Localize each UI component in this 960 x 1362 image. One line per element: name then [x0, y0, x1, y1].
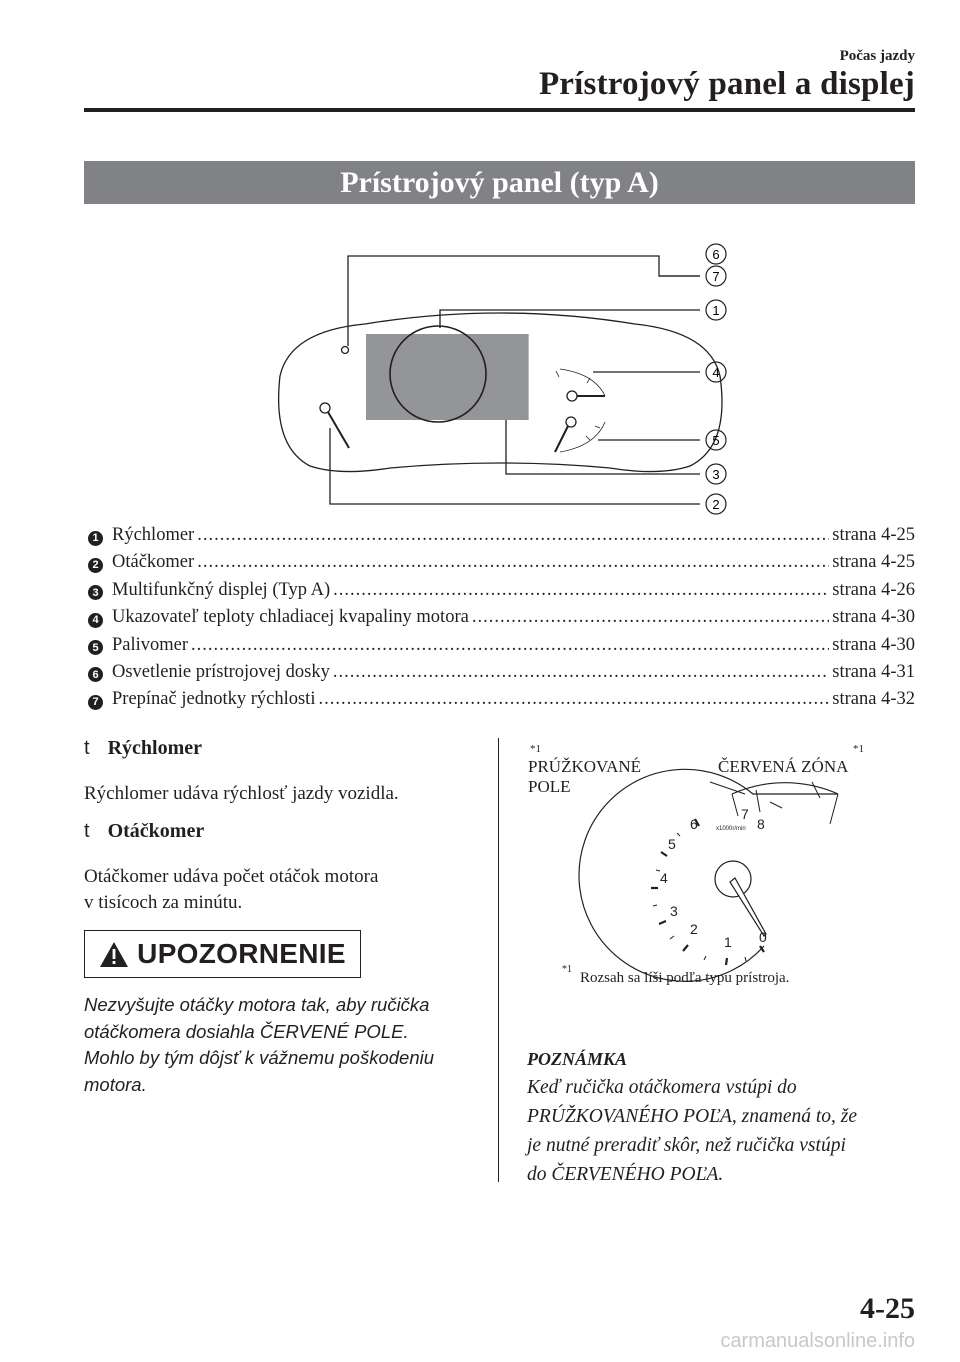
item-label: Rýchlomer: [112, 525, 195, 545]
item-page-link[interactable]: strana 4-31: [832, 661, 915, 682]
callout-2: 2: [712, 497, 720, 512]
tachometer-heading: t Otáčkomer: [84, 820, 205, 842]
leader-dots: [191, 635, 829, 656]
watermark: carmanualsonline.info: [720, 1330, 915, 1352]
item-list: [88, 525, 915, 717]
item-number: 1: [88, 531, 103, 546]
callout-5: 5: [712, 433, 720, 448]
leader-6: [348, 256, 700, 346]
item-label: Osvetlenie prístrojovej dosky: [112, 661, 330, 682]
callout-3: 3: [712, 467, 720, 482]
list-item: [88, 580, 915, 607]
page-number: 4-25: [860, 1292, 915, 1325]
item-page-link[interactable]: strana 4-26: [832, 579, 915, 600]
item-page-link[interactable]: strana 4-25: [832, 525, 915, 545]
section-marker: t: [84, 737, 90, 759]
list-item: [88, 662, 915, 689]
note-heading: POZNÁMKA: [527, 1049, 628, 1069]
list-item: [88, 689, 915, 716]
list-item: [88, 525, 915, 552]
svg-text:7: 7: [741, 806, 749, 822]
temperature-needle: [567, 391, 605, 401]
speedometer-heading: t Rýchlomer: [84, 737, 202, 759]
list-item: [88, 635, 915, 662]
item-page-link[interactable]: strana 4-25: [832, 552, 915, 573]
tachometer-diagram: [520, 736, 920, 996]
warning-title: UPOZORNENIE: [137, 938, 346, 969]
running-header-section: Počas jazdy: [839, 48, 915, 64]
list-item: [88, 607, 915, 634]
warning-triangle-icon: [99, 941, 129, 968]
red-zone-label: ČERVENÁ ZÓNA: [718, 757, 849, 776]
item-page-link[interactable]: strana 4-32: [832, 689, 915, 710]
shaded-zone-label-1: PRÚŽKOVANÉ: [528, 757, 642, 776]
item-number: 7: [88, 695, 103, 710]
tacho-needle: [715, 861, 766, 936]
section-banner: Prístrojový panel (typ A): [84, 161, 915, 204]
item-label: Ukazovateľ teploty chladiacej kvapaliny motora: [112, 607, 469, 628]
tacho-dial-arc: [579, 769, 838, 981]
callout-6: 6: [712, 247, 720, 262]
svg-text:5: 5: [668, 836, 676, 852]
leader-dots: [333, 580, 829, 601]
zone-outer-arc: [732, 783, 838, 794]
column-divider: [498, 738, 499, 1182]
svg-text:0: 0: [759, 929, 767, 945]
item-number: 2: [88, 558, 103, 573]
item-label: Prepínač jednotky rýchlosti: [112, 689, 316, 710]
item-page-link[interactable]: strana 4-30: [832, 607, 915, 628]
footnote-star-right: *1: [853, 743, 864, 755]
svg-text:1: 1: [724, 934, 732, 950]
svg-text:2: 2: [690, 921, 698, 937]
item-label: Palivomer: [112, 634, 189, 655]
leader-dots: [197, 552, 829, 573]
svg-text:8: 8: [757, 816, 765, 832]
leader-dots: [318, 689, 829, 710]
leader-dots: [472, 607, 829, 628]
leader-dots: [333, 662, 829, 683]
header-rule: [84, 108, 915, 112]
warning-box: [84, 930, 361, 978]
callout-7: 7: [712, 269, 720, 284]
item-page-link[interactable]: strana 4-30: [832, 634, 915, 655]
callout-4: 4: [712, 365, 720, 380]
speedometer-needle: [320, 403, 349, 448]
leader-3: [506, 420, 700, 474]
diagram-callouts: [706, 244, 726, 514]
footnote-star: *1: [562, 964, 572, 975]
speedometer-text: Rýchlomer udáva rýchlosť jazdy vozidla.: [84, 783, 399, 804]
illumination-sensor: [342, 347, 349, 354]
tachometer-text-2: v tisícoch za minútu.: [84, 892, 243, 913]
fuel-needle: [555, 417, 576, 452]
svg-text:4: 4: [660, 870, 668, 886]
item-number: 4: [88, 613, 103, 628]
list-item: [88, 552, 915, 579]
item-label: Otáčkomer: [112, 552, 195, 573]
note-text: Keď ručička otáčkomera vstúpi do PRÚŽKOVANÉHO POĽA, znamená to, že je nutné preradiť skôr, než ručička vstúpi do ČERVENÉHO POĽA.: [527, 1077, 858, 1185]
item-label: Multifunkčný displej (Typ A): [112, 579, 331, 600]
instrument-cluster-diagram: [260, 236, 740, 521]
shaded-zone-label-2: POLE: [528, 777, 571, 796]
svg-text:6: 6: [690, 816, 698, 832]
svg-text:3: 3: [670, 903, 678, 919]
footnote-star-left: *1: [530, 743, 541, 755]
running-header-title: Prístrojový panel a displej: [538, 66, 915, 102]
item-number: 6: [88, 667, 103, 682]
tachometer-text-1: Otáčkomer udáva počet otáčok motora: [84, 866, 379, 887]
callout-1: 1: [712, 303, 720, 318]
tacho-unit: x1000r/min: [716, 826, 746, 832]
item-number: 3: [88, 585, 103, 600]
section-marker: t: [84, 820, 90, 842]
item-number: 5: [88, 640, 103, 655]
warning-text: Nezvyšujte otáčky motora tak, aby ručička otáčkomera dosiahla ČERVENÉ POLE. Mohlo by tým dôjsť k vážnemu poškodeniu motora.: [84, 994, 435, 1095]
leader-dots: [197, 525, 829, 546]
tacho-footnote: Rozsah sa líši podľa typu prístroja.: [580, 970, 790, 986]
